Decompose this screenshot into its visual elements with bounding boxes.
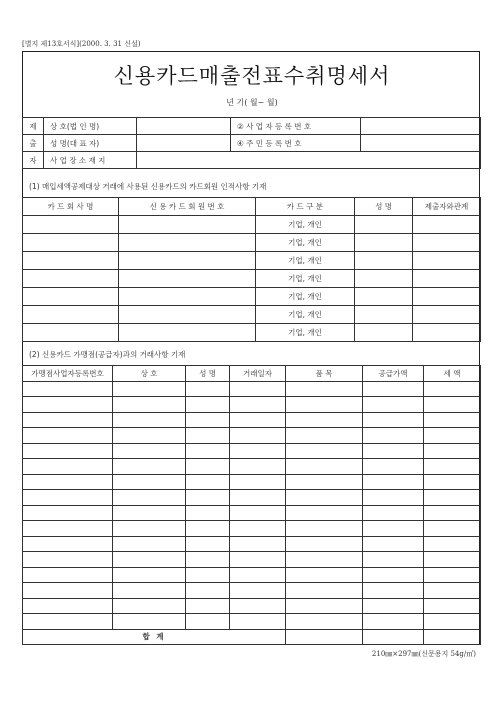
merchant-transaction-table [22, 365, 481, 645]
card-holder-row [23, 234, 481, 252]
document-title: 신용카드매출전표수취명세서 [113, 64, 391, 88]
merchant-owner-cell[interactable] [186, 459, 230, 475]
card-holder-row [23, 324, 481, 342]
merchant-biz-number-cell[interactable] [23, 412, 113, 428]
card-number-cell[interactable] [119, 324, 256, 342]
merchant-transaction-row [23, 412, 481, 428]
item-cell[interactable] [286, 474, 363, 490]
supply-amount-cell[interactable] [363, 474, 424, 490]
card-type-cell: 기업, 개인 [256, 216, 355, 234]
card-holder-table [22, 197, 481, 342]
merchant-biz-number-cell[interactable] [23, 381, 113, 397]
company-name-field[interactable] [137, 118, 231, 135]
card-holder-row [23, 288, 481, 306]
merchant-name-cell[interactable] [113, 536, 186, 552]
form-number: [별지 제13호서식](2000. 3. 31 신설) [22, 40, 141, 48]
card-type-cell: 기업, 개인 [256, 234, 355, 252]
merchant-owner-cell[interactable] [186, 614, 230, 630]
tax-amount-cell[interactable] [424, 443, 481, 459]
item-cell[interactable] [286, 567, 363, 583]
merchant-owner-cell[interactable] [186, 381, 230, 397]
tax-amount-cell[interactable] [424, 536, 481, 552]
card-type-cell: 기업, 개인 [256, 270, 355, 288]
item-cell[interactable] [286, 614, 363, 630]
holder-name-header: 성 명 [355, 198, 413, 216]
tax-amount-cell[interactable] [424, 459, 481, 475]
holder-name-cell[interactable] [355, 216, 413, 234]
merchant-name-cell[interactable] [113, 521, 186, 537]
supply-amount-cell[interactable] [363, 583, 424, 599]
supply-amount-cell[interactable] [363, 505, 424, 521]
merchant-biz-number-cell[interactable] [23, 490, 113, 506]
card-company-header: 카 드 회 사 명 [23, 198, 119, 216]
transaction-date-cell[interactable] [230, 536, 286, 552]
merchant-name-cell[interactable] [113, 598, 186, 614]
transaction-date-cell[interactable] [230, 428, 286, 444]
merchant-transaction-row [23, 443, 481, 459]
card-type-header: 카 드 구 분 [256, 198, 355, 216]
total-tax-amount[interactable] [424, 629, 481, 645]
transaction-date-cell[interactable] [230, 397, 286, 413]
card-company-cell[interactable] [23, 216, 119, 234]
tax-amount-cell[interactable] [424, 490, 481, 506]
supply-amount-cell[interactable] [363, 459, 424, 475]
item-cell[interactable] [286, 598, 363, 614]
item-cell[interactable] [286, 490, 363, 506]
merchant-owner-header: 성 명 [186, 366, 230, 382]
holder-name-cell[interactable] [355, 324, 413, 342]
item-cell[interactable] [286, 443, 363, 459]
merchant-transaction-row [23, 536, 481, 552]
relation-cell[interactable] [413, 234, 481, 252]
supply-amount-cell[interactable] [363, 598, 424, 614]
supply-amount-cell[interactable] [363, 567, 424, 583]
transaction-date-header: 거래일자 [230, 366, 286, 382]
item-cell[interactable] [286, 412, 363, 428]
transaction-date-cell[interactable] [230, 490, 286, 506]
holder-name-cell[interactable] [355, 252, 413, 270]
item-cell[interactable] [286, 583, 363, 599]
merchant-name-cell[interactable] [113, 552, 186, 568]
relation-cell[interactable] [413, 216, 481, 234]
merchant-transaction-row [23, 505, 481, 521]
transaction-date-cell[interactable] [230, 443, 286, 459]
card-company-cell[interactable] [23, 324, 119, 342]
merchant-transaction-row [23, 397, 481, 413]
merchant-owner-cell[interactable] [186, 521, 230, 537]
tax-amount-cell[interactable] [424, 428, 481, 444]
merchant-transaction-row [23, 583, 481, 599]
merchant-owner-cell[interactable] [186, 412, 230, 428]
transaction-date-cell[interactable] [230, 567, 286, 583]
merchant-transaction-row [23, 614, 481, 630]
address-label: 사 업 장 소 재 지 [44, 152, 137, 169]
item-cell[interactable] [286, 397, 363, 413]
item-cell[interactable] [286, 536, 363, 552]
card-number-cell[interactable] [119, 252, 256, 270]
relation-cell[interactable] [413, 324, 481, 342]
tax-amount-cell[interactable] [424, 505, 481, 521]
tax-amount-cell[interactable] [424, 598, 481, 614]
supply-amount-cell[interactable] [363, 521, 424, 537]
transaction-date-cell[interactable] [230, 474, 286, 490]
merchant-name-cell[interactable] [113, 490, 186, 506]
supply-amount-cell[interactable] [363, 412, 424, 428]
tax-amount-cell[interactable] [424, 412, 481, 428]
total-item-cell [286, 629, 363, 645]
merchant-transaction-row [23, 474, 481, 490]
resident-number-label: ④ 주 민 등 록 번 호 [231, 135, 361, 152]
merchant-transaction-row [23, 552, 481, 568]
merchant-name-header: 상 호 [113, 366, 186, 382]
merchant-biz-number-cell[interactable] [23, 459, 113, 475]
merchant-name-cell[interactable] [113, 474, 186, 490]
card-number-cell[interactable] [119, 306, 256, 324]
merchant-biz-number-cell[interactable] [23, 614, 113, 630]
tax-amount-cell[interactable] [424, 381, 481, 397]
transaction-date-cell[interactable] [230, 598, 286, 614]
merchant-owner-cell[interactable] [186, 505, 230, 521]
merchant-owner-cell[interactable] [186, 428, 230, 444]
supply-amount-cell[interactable] [363, 552, 424, 568]
card-holder-row [23, 270, 481, 288]
merchant-transaction-row [23, 567, 481, 583]
resident-number-field[interactable] [361, 135, 481, 152]
holder-name-cell[interactable] [355, 270, 413, 288]
merchant-biz-number-cell[interactable] [23, 583, 113, 599]
relation-header: 제출자와관계 [413, 198, 481, 216]
company-name-label: 상 호(법 인 명) [44, 118, 137, 135]
relation-cell[interactable] [413, 306, 481, 324]
paper-spec: 210㎜×297㎜(신문용지 54g/㎡) [371, 650, 476, 658]
card-number-cell[interactable] [119, 288, 256, 306]
card-type-cell: 기업, 개인 [256, 288, 355, 306]
merchant-name-cell[interactable] [113, 459, 186, 475]
merchant-owner-cell[interactable] [186, 490, 230, 506]
card-company-cell[interactable] [23, 270, 119, 288]
item-cell[interactable] [286, 459, 363, 475]
address-field[interactable] [137, 152, 481, 169]
tax-amount-cell[interactable] [424, 583, 481, 599]
merchant-transaction-row [23, 428, 481, 444]
business-number-label: ② 사 업 자 등 록 번 호 [231, 118, 361, 135]
tax-amount-cell[interactable] [424, 614, 481, 630]
tax-amount-header: 세 액 [424, 366, 481, 382]
merchant-biz-number-cell[interactable] [23, 552, 113, 568]
transaction-date-cell[interactable] [230, 521, 286, 537]
merchant-transaction-row [23, 459, 481, 475]
merchant-owner-cell[interactable] [186, 474, 230, 490]
supply-amount-cell[interactable] [363, 443, 424, 459]
relation-cell[interactable] [413, 270, 481, 288]
card-number-cell[interactable] [119, 216, 256, 234]
card-company-cell[interactable] [23, 252, 119, 270]
tax-amount-cell[interactable] [424, 397, 481, 413]
tax-amount-cell[interactable] [424, 474, 481, 490]
merchant-transaction-row [23, 490, 481, 506]
merchant-name-cell[interactable] [113, 505, 186, 521]
tax-amount-cell[interactable] [424, 521, 481, 537]
item-cell[interactable] [286, 552, 363, 568]
merchant-name-cell[interactable] [113, 567, 186, 583]
submitter-group-char: 제 [23, 118, 44, 135]
merchant-owner-cell[interactable] [186, 552, 230, 568]
item-cell[interactable] [286, 505, 363, 521]
item-cell[interactable] [286, 381, 363, 397]
card-company-cell[interactable] [23, 234, 119, 252]
item-cell[interactable] [286, 428, 363, 444]
supply-amount-cell[interactable] [363, 536, 424, 552]
merchant-biz-number-cell[interactable] [23, 567, 113, 583]
submitter-group-char: 자 [23, 152, 44, 169]
transaction-date-cell[interactable] [230, 412, 286, 428]
card-holder-row [23, 216, 481, 234]
merchant-name-cell[interactable] [113, 583, 186, 599]
card-holder-row [23, 252, 481, 270]
transaction-date-cell[interactable] [230, 583, 286, 599]
holder-name-cell[interactable] [355, 288, 413, 306]
representative-label: 성 명(대 표 자) [44, 135, 137, 152]
representative-field[interactable] [137, 135, 231, 152]
merchant-name-cell[interactable] [113, 443, 186, 459]
card-type-cell: 기업, 개인 [256, 306, 355, 324]
merchant-owner-cell[interactable] [186, 598, 230, 614]
merchant-biz-number-cell[interactable] [23, 397, 113, 413]
merchant-owner-cell[interactable] [186, 567, 230, 583]
card-holder-row [23, 306, 481, 324]
relation-cell[interactable] [413, 252, 481, 270]
supply-amount-cell[interactable] [363, 381, 424, 397]
card-type-cell: 기업, 개인 [256, 324, 355, 342]
total-supply-amount[interactable] [363, 629, 424, 645]
merchant-biz-number-cell[interactable] [23, 536, 113, 552]
submitter-table [22, 117, 481, 169]
merchant-owner-cell[interactable] [186, 397, 230, 413]
card-number-header: 신 용 카 드 회 원 번 호 [119, 198, 256, 216]
supply-amount-cell[interactable] [363, 397, 424, 413]
merchant-transaction-row [23, 598, 481, 614]
transaction-date-cell[interactable] [230, 552, 286, 568]
merchant-owner-cell[interactable] [186, 443, 230, 459]
card-company-cell[interactable] [23, 306, 119, 324]
supply-amount-cell[interactable] [363, 428, 424, 444]
merchant-name-cell[interactable] [113, 397, 186, 413]
merchant-owner-cell[interactable] [186, 536, 230, 552]
relation-cell[interactable] [413, 288, 481, 306]
merchant-name-cell[interactable] [113, 428, 186, 444]
transaction-date-cell[interactable] [230, 614, 286, 630]
merchant-transaction-row [23, 381, 481, 397]
merchant-transaction-row [23, 521, 481, 537]
merchant-name-cell[interactable] [113, 412, 186, 428]
merchant-owner-cell[interactable] [186, 583, 230, 599]
merchant-biz-number-cell[interactable] [23, 428, 113, 444]
section1-heading: (1) 매입세액공제대상 거래에 사용된 신용카드의 카드회원 인적사항 기재 [29, 182, 267, 191]
tax-amount-cell[interactable] [424, 567, 481, 583]
merchant-biz-number-cell[interactable] [23, 505, 113, 521]
card-type-cell: 기업, 개인 [256, 252, 355, 270]
card-number-cell[interactable] [119, 270, 256, 288]
item-header: 품 목 [286, 366, 363, 382]
holder-name-cell[interactable] [355, 306, 413, 324]
supply-amount-cell[interactable] [363, 614, 424, 630]
merchant-biz-number-cell[interactable] [23, 443, 113, 459]
transaction-date-cell[interactable] [230, 381, 286, 397]
merchant-biz-number-cell[interactable] [23, 474, 113, 490]
business-number-field[interactable] [361, 118, 481, 135]
total-label: 합 계 [23, 629, 286, 645]
section2-heading: (2) 신용카드 가맹점(공급자)과의 거래사항 기재 [29, 350, 186, 359]
merchant-biz-number-cell[interactable] [23, 598, 113, 614]
merchant-biz-number-cell[interactable] [23, 521, 113, 537]
transaction-date-cell[interactable] [230, 505, 286, 521]
holder-name-cell[interactable] [355, 234, 413, 252]
card-company-cell[interactable] [23, 288, 119, 306]
merchant-name-cell[interactable] [113, 614, 186, 630]
transaction-date-cell[interactable] [230, 459, 286, 475]
card-number-cell[interactable] [119, 234, 256, 252]
period-line: 년 기( 월~ 월) [226, 98, 278, 107]
supply-amount-cell[interactable] [363, 490, 424, 506]
tax-amount-cell[interactable] [424, 552, 481, 568]
supply-amount-header: 공급가액 [363, 366, 424, 382]
item-cell[interactable] [286, 521, 363, 537]
merchant-biz-number-header: 가맹점사업자등록번호 [23, 366, 113, 382]
merchant-name-cell[interactable] [113, 381, 186, 397]
submitter-group-char: 출 [23, 135, 44, 152]
